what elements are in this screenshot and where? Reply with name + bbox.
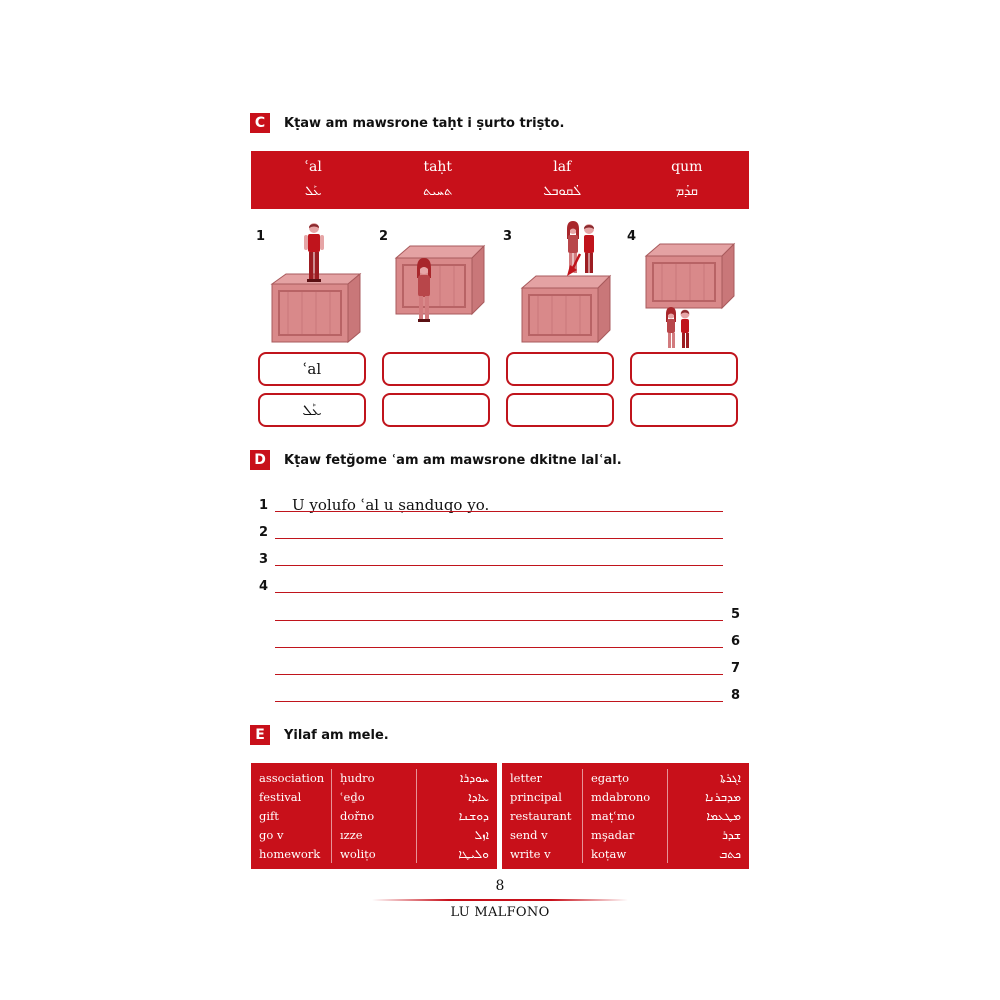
vocab-turoyo-column — [583, 769, 667, 863]
person-icon — [584, 224, 594, 273]
writing-line-4[interactable] — [275, 592, 723, 593]
vocab-turoyo: maṭʿmo — [591, 809, 635, 823]
vocab-english: festival — [259, 790, 302, 804]
scene-person-on-box — [268, 218, 364, 346]
vocab-turoyo: ızze — [340, 828, 363, 842]
scene-people-under-box — [642, 240, 738, 350]
wooden-box-icon — [522, 276, 610, 342]
vocab-turoyo: woliṭo — [340, 847, 376, 861]
footer-divider — [372, 899, 628, 901]
preposition-latin: laf — [553, 159, 572, 175]
preposition-latin: taḥt — [423, 159, 453, 175]
section-c-title: Kṭaw am mawsrone taḥt i ṣurto triṣto. — [284, 115, 565, 131]
writing-line-7[interactable] — [275, 674, 723, 675]
preposition-taht — [376, 151, 501, 209]
person-icon — [304, 223, 324, 282]
vocab-english: letter — [510, 771, 543, 785]
wooden-box-icon — [272, 274, 360, 342]
preposition-syriac: ܬܚܝܬ — [423, 184, 453, 199]
page-number: 8 — [495, 878, 505, 894]
vocab-turoyo: mşadar — [591, 828, 635, 842]
picture-number-4: 4 — [627, 229, 637, 244]
person-icon — [666, 307, 676, 348]
section-d-title: Kṭaw fetğome ʿam am mawsrone dkitne lalʿal. — [284, 452, 622, 468]
vocab-syriac-column — [668, 769, 749, 863]
section-c-header — [250, 113, 564, 133]
vocab-syriac: ܫܕܪ — [722, 828, 741, 842]
preposition-latin: ʿal — [304, 159, 322, 175]
vocab-turoyo: koṭaw — [591, 847, 627, 861]
answer-box-latin-2[interactable] — [382, 352, 490, 386]
vocab-english: restaurant — [510, 809, 572, 823]
vocab-table-left — [251, 763, 497, 869]
section-d-badge: D — [250, 450, 270, 470]
wooden-box-icon — [646, 244, 734, 308]
writing-line-1[interactable] — [275, 511, 723, 512]
scene-person-front-of-box — [392, 238, 488, 328]
preposition-syriac: ܩܕܳܡ — [675, 184, 698, 199]
preposition-table — [251, 151, 749, 209]
preposition-latin: qum — [671, 159, 703, 175]
section-e-title: Yilaf am mele. — [284, 727, 389, 743]
line-number-7: 7 — [731, 661, 741, 676]
vocab-english-column — [251, 769, 331, 863]
line-number-2: 2 — [259, 525, 269, 540]
vocab-english-column — [502, 769, 582, 863]
answer-box-syriac-4[interactable] — [630, 393, 738, 427]
sample-answer-text: U yolufo ʿal u ṣanduqo yo. — [292, 496, 490, 514]
vocab-syriac: ܡܛܥܡܐ — [706, 809, 741, 823]
vocab-turoyo: mdabrono — [591, 790, 651, 804]
vocab-english: principal — [510, 790, 562, 804]
answer-box-latin-1[interactable]: ʿal — [258, 352, 366, 386]
line-number-4: 4 — [259, 579, 269, 594]
picture-number-3: 3 — [503, 229, 513, 244]
writing-line-6[interactable] — [275, 647, 723, 648]
line-number-8: 8 — [731, 688, 741, 703]
vocab-syriac: ܚܘܕܪܐ — [460, 771, 489, 785]
vocab-turoyo: ḥudro — [340, 771, 375, 785]
preposition-al — [251, 151, 376, 209]
vocab-syriac: ܕܘܫܢܐ — [458, 809, 489, 823]
writing-line-2[interactable] — [275, 538, 723, 539]
line-number-5: 5 — [731, 607, 741, 622]
section-c-badge: C — [250, 113, 270, 133]
vocab-syriac: ܟܬܒ — [719, 847, 741, 861]
vocab-syriac-column — [417, 769, 497, 863]
vocab-turoyo: dořno — [340, 809, 375, 823]
writing-line-8[interactable] — [275, 701, 723, 702]
picture-number-2: 2 — [379, 229, 389, 244]
writing-line-3[interactable] — [275, 565, 723, 566]
vocab-syriac: ܐܓܪܬܐ — [720, 771, 741, 785]
vocab-syriac: ܥܐܕܐ — [468, 790, 489, 804]
vocab-syriac: ܐܙܠ — [474, 828, 489, 842]
footer-book-title: LU MALFONO — [450, 905, 550, 920]
section-e-header — [250, 725, 389, 745]
vocab-english: homework — [259, 847, 321, 861]
preposition-syriac: ܥܰܠ — [304, 184, 322, 199]
answer-box-syriac-1[interactable]: ܥܰܠ — [258, 393, 366, 427]
person-icon — [681, 310, 690, 349]
vocab-syriac: ܡܕܒܪܢܐ — [705, 790, 741, 804]
preposition-qum — [625, 151, 750, 209]
scene-people-pointing-to-box — [518, 220, 614, 344]
preposition-syriac: ܠܳܩܘܒܠ — [543, 184, 582, 199]
section-d-header — [250, 450, 622, 470]
preposition-laf — [500, 151, 625, 209]
person-icon — [567, 221, 579, 273]
vocab-table-right — [502, 763, 749, 869]
vocab-english: write v — [510, 847, 551, 861]
answer-box-syriac-2[interactable] — [382, 393, 490, 427]
line-number-3: 3 — [259, 552, 269, 567]
vocab-turoyo-column — [332, 769, 416, 863]
vocab-english: association — [259, 771, 325, 785]
vocab-turoyo: egarṭo — [591, 771, 630, 785]
vocab-english: go v — [259, 828, 284, 842]
answer-box-latin-4[interactable] — [630, 352, 738, 386]
writing-line-5[interactable] — [275, 620, 723, 621]
vocab-syriac: ܘܠܝܛܐ — [458, 847, 489, 861]
picture-number-1: 1 — [256, 229, 266, 244]
answer-box-syriac-3[interactable] — [506, 393, 614, 427]
vocab-english: send v — [510, 828, 548, 842]
wooden-box-icon — [396, 246, 484, 314]
section-e-badge: E — [250, 725, 270, 745]
answer-box-latin-3[interactable] — [506, 352, 614, 386]
line-number-1: 1 — [259, 498, 269, 513]
line-number-6: 6 — [731, 634, 741, 649]
vocab-turoyo: ʿeḏo — [340, 790, 365, 804]
vocab-english: gift — [259, 809, 279, 823]
